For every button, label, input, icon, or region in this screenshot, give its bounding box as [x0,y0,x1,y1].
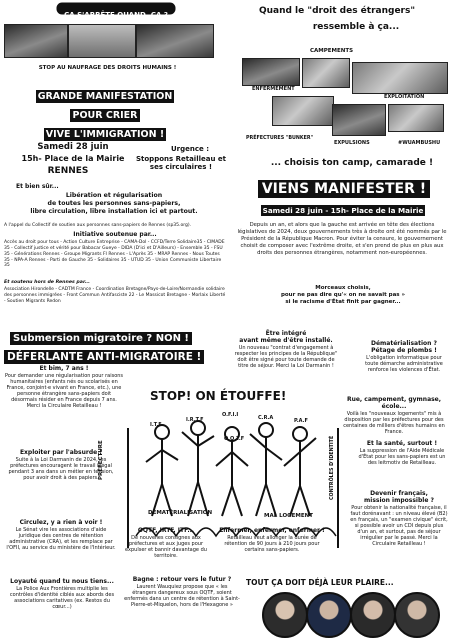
item-integre [232,330,340,369]
enfermer-body: Retailleau veut allonger la durée de rétention de 90 jours à 210 jours pour certains sans-papiers. [224,535,320,554]
label-paf: P.A.F [294,418,308,424]
soutenu-body: Association Hirondelle - CADTM France - Coordination Bretagne/Pays-de-Loire/Normandie solidaire des personnes immigrées - Front Commun Antifasciste 22 - Le Massicot Bretagne - Morlaix Liberté - Soutien Migrants Redon [4,287,226,304]
demat-title2: Pétage de plombs ! [371,347,437,355]
exploiter-body: Suite à la Loi Darmanin de 2024, les préfectures encouragent le travail illégal pendant 3 ans dans un métier en tension, pour avoir droit à des papiers. [8,457,114,482]
item-oqtf [118,527,214,559]
prefectures-label: PRÉFECTURES "BUNKER" [246,136,314,141]
liberation-text [4,192,224,215]
cartoon-figure-4 [250,423,282,516]
submersion-line1: Submersion migratoire ? NON ! [10,332,192,345]
sante-title: Et la santé, surtout ! [366,440,438,447]
item-bim [4,365,124,409]
integre-body: Un nouveau "contrat d'engagement à respecter les principes de la République" doit être signé pour toute demande de titre de séjour. Merci la Loi Darmanin ! [234,345,338,370]
item-demat [360,340,448,373]
initiative-title: Initiative soutenue par... [73,231,157,238]
francais-title2: mission impossible ? [364,497,434,505]
initiative-body: Accès au droit pour tous - Action Culture Entreprise - CAMA-Dol - CCFD/Terre Solidaire35 - CIMADE 35 - Collectif justice et vérité pour Babacar Gueye - DIDA (D'ici et D'Ailleurs) - Ensemble 35 - FSU 35 - Générations Rennes - Groupe Migrants FI Rennes - L'Après 35 - MRAP Rennes - Nous Toutes 35 - NPA-A Rennes - Parti de Gauche 35 - Solidaires 35 - UTUD 35 - Union Communiste Libertaire 35 [4,240,225,269]
integre-title: Être intégré [265,330,307,337]
viens-title: VIENS MANIFESTER ! [258,180,430,198]
manif-line1: GRANDE MANIFESTATION [37,91,173,102]
label-prefecture: PRÉFECTURE [98,440,104,480]
expulsions-photo [332,104,386,136]
portrait-3 [350,592,396,638]
loyaute-title: Loyauté quand tu nous tiens... [10,578,114,585]
camp-line: ... choisis ton camp, camarade ! [270,158,434,168]
naufrage-title: ÇA S'ARRÊTE QUAND, ÇA ? [56,2,176,15]
sante-body: La suppression de l'Aide Médicale d'État pour les sans-papiers est un des leitmotiv de Retailleau. [358,448,446,467]
liberation-line2: de toutes les personnes sans-papiers, [47,199,181,207]
soutenu-title: Et soutenu hors de Rennes par... [4,280,90,285]
morceaux-line1: Morceaux choisis, [315,285,371,291]
francais-body: Pour obtenir la nationalité française, il faut dorénavant : un niveau élevé (B2) en français, un "examen civique" écrit, si possible avoir un CDI depuis plus d'un an, et surtout, pas de séjour irrégulier par le passé. Merci la Circulaire Retailleau ! [350,505,448,548]
label-mal-logement: MAL LOGEMENT [264,513,313,519]
campements-label: CAMPEMENTS [310,48,354,54]
submersion-block [4,326,229,364]
stop-title: STOP! ON ÉTOUFFE! [150,389,287,403]
label-oqtf: O.Q.T.F [224,436,245,442]
expulsions-label: EXPULSIONS [334,140,370,146]
bagne-title: Bagne : retour vers le futur ? [132,576,232,583]
liberation-line3: libre circulation, libre installation ici et partout. [30,207,198,215]
urgence-title: Urgence : [170,145,209,153]
portrait-4 [394,592,440,638]
circulez-body: Le Sénat vire les associations d'aide juridique des centres de rétention administrative (CRA), et les remplace par l'OFII, au service du ministère de l'Intérieur. [6,527,116,552]
viens-subtitle-box [234,198,452,217]
rue-body: Voilà les "nouveaux logements" mis à disposition par les préfectures pour des centaines de milliers d'êtres humains en France. [343,411,445,436]
exploiter-title: Exploiter par l'absurde ! [19,449,103,456]
cartoon-figure-2 [182,421,214,516]
viens-body: Depuis un an, et alors que la gauche est arrivée en tête des élections législatives de 2024, deux gouvernements très à droite ont été nommés par le Président de la République Macron. Pour éviter la censure, le gouvernement choisit de composer avec l'extrême droite, et s'en prend de plus en plus aux droits des personnes étrangères, notamment non-européennes. [237,222,447,256]
loyaute-body: La Police Aux Frontières multiplie les contrôles d'identité ciblés aux abords des associations caritatives (ex. Restos du cœur...) [9,586,115,611]
appel-text: A l'appel du Collectif de soutien aux personnes sans-papiers de Rennes (sp35.org). [4,223,192,228]
enfermement-label: ENFERMEMENT [252,86,295,92]
naufrage-caption: STOP AU NAUFRAGE DES DROITS HUMAINS ! [38,65,177,71]
item-rue [340,396,448,435]
urgence-body: Stoppons Retailleau et ses circulaires ! [135,155,226,172]
boat-photo-3 [136,24,214,58]
wambushu-label: #WUAMBUSHU [398,140,441,146]
cartoon-figure-1 [146,425,178,516]
wambushu-photo [388,104,444,132]
label-ofii: O.F.I.I [222,412,239,418]
manif-line3: VIVE L'IMMIGRATION ! [45,129,165,140]
item-loyaute [4,578,120,610]
label-dematerialisation: DÉMATÉRIALISATION [148,510,213,516]
label-itf: I.T.F [150,422,162,428]
label-controles: CONTRÔLES D'IDENTITÉ [330,435,335,500]
morceaux-line2: pour ne pas dire qu'« on ne savait pas » [280,292,406,299]
morceaux-line3: si le racisme d'État finit par gagner... [285,299,401,306]
exploitation-label: EXPLOITATION [384,94,425,100]
viens-title-box [246,178,442,198]
label-cra: C.R.A [258,415,274,421]
item-enfermer [216,527,328,553]
circulez-title: Circulez, y a rien à voir ! [19,519,103,526]
plaire-title: TOUT ÇA DOIT DÉJÀ LEUR PLAIRE... [246,578,394,587]
liberation-line1: Libération et régularisation [65,192,163,199]
droit-title-line2: ressemble à ça... [312,22,400,32]
bagne-body: Laurent Wauquiez propose que « les étrangers dangereux sous OQTF, soient enfermés dans un centre de rétention à Saint-Pierre-et-Miquelon, hors de l'Hexagone » [124,584,240,609]
label-irtf: I.R.T.F [186,417,204,423]
enfermement-photo [242,58,300,86]
manif-city: RENNES [47,166,89,176]
manif-line2: POUR CRIER [72,110,138,121]
exploitation-photo [352,62,448,94]
manif-date: Samedi 28 juin [37,142,109,152]
portrait-2 [306,592,352,638]
bim-title: Et bim, 7 ans ! [39,365,89,372]
oqtf-body: De nouvelles consignes aux préfectures et aux juges pour expulser et bannir davantage du territoire. [125,535,207,560]
submersion-line2: DÉFERLANTE ANTI-MIGRATOIRE ! [4,350,204,364]
item-circulez [4,519,118,551]
integre-title2: avant même d'être installé. [239,337,333,345]
item-sante [356,440,448,466]
oqtf-title: OQTF, IRTF, ITF... [137,527,195,534]
francais-title: Devenir français, [370,490,428,497]
bim-body: Pour demander une régularisation pour raisons humanitaires (enfants nés ou scolarisés en France, conjoint·e vivant en France, etc.), une personne étrangère sans-papiers doit désormais résider en France depuis 7 ans. Merci la Circulaire Retailleau ! [4,373,124,410]
manif-block [30,84,180,141]
manif-place: 15h- Place de la Mairie [21,154,125,163]
viens-subtitle: Samedi 28 juin - 15h- Place de la Mairie [262,206,424,215]
boat-photo-1 [4,24,68,58]
prefectures-photo [272,96,334,126]
item-exploiter [4,449,118,481]
rue-title: Rue, campement, gymnase, école... [346,396,442,411]
enfermer-title: Enfermer, enfermer, enfermer ! [219,527,325,534]
demat-body: L'obligation informatique pour toute démarche administrative renforce les violences d'État. [365,355,443,374]
campements-photo [302,58,350,88]
item-bagne [124,576,240,608]
cartoon-figure-5 [284,427,316,516]
item-francais [350,490,448,547]
boat-photo-2 [68,24,136,58]
portrait-1 [262,592,308,638]
demat-title: Dématérialisation ? [371,340,437,347]
morceaux [240,285,446,306]
droit-title-line1: Quand le "droit des étrangers" [258,6,416,16]
et-bien-sur: Et bien sûr... [16,183,59,190]
